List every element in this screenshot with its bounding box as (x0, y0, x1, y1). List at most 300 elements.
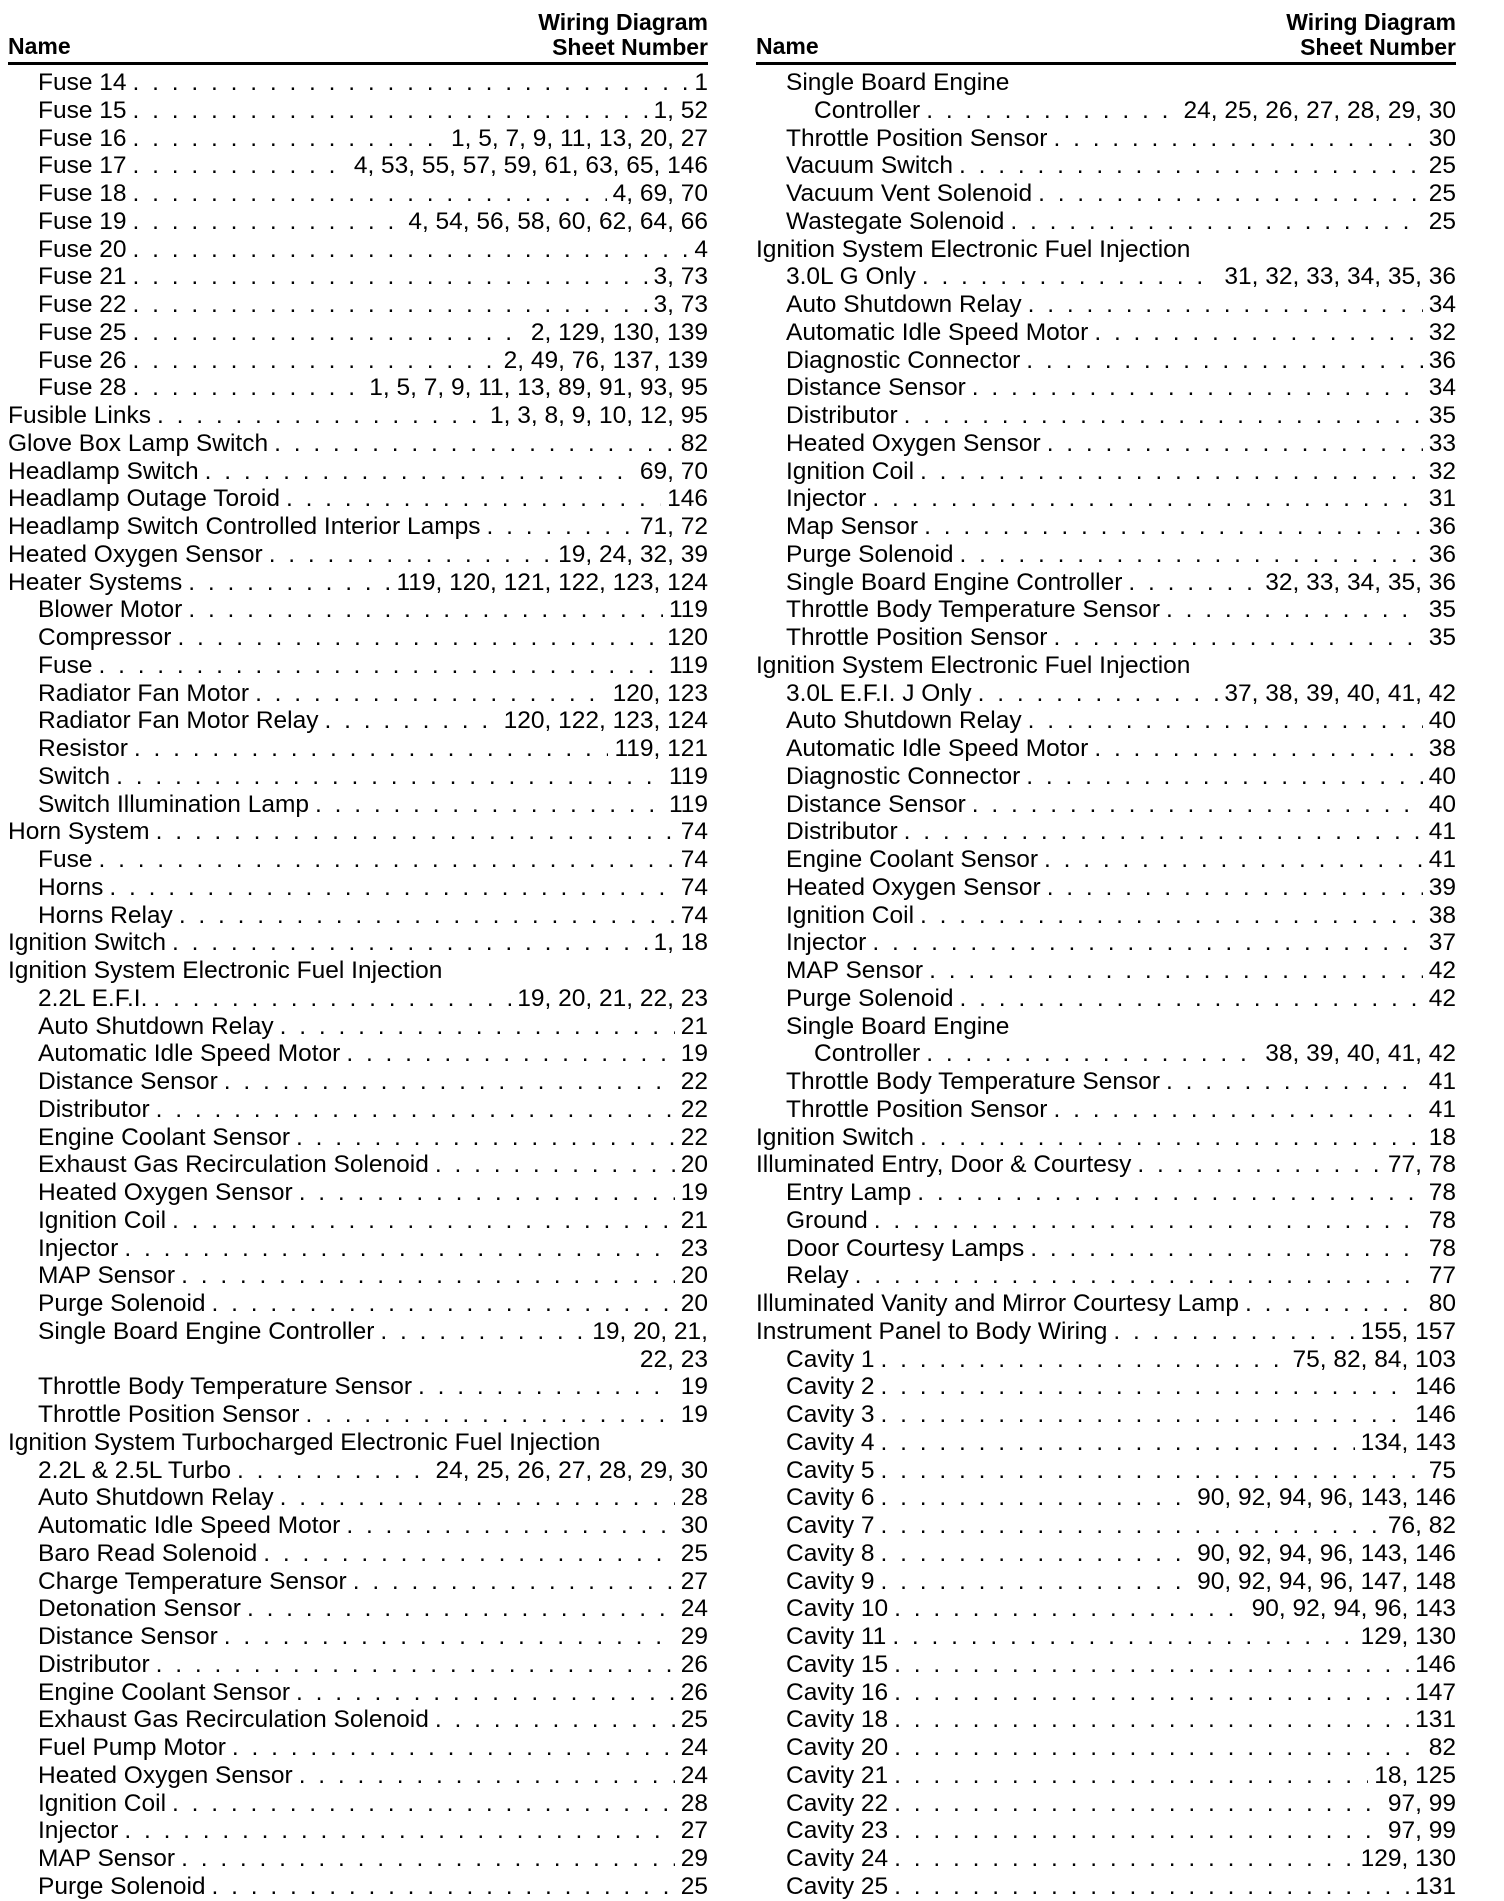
dot-leader (133, 180, 607, 208)
sheet-numbers: 27 (680, 1817, 708, 1845)
index-entry (8, 957, 708, 985)
sheet-numbers: 28 (680, 1484, 708, 1512)
sheet-numbers: 40 (1428, 707, 1456, 735)
entry-name: Throttle Body Temperature Sensor (786, 1068, 1161, 1095)
right-column (756, 0, 1456, 1901)
dot-leader (133, 347, 498, 375)
column-header (8, 0, 708, 65)
entry-name: Resistor (38, 735, 128, 762)
entry-name: Throttle Position Sensor (786, 1095, 1048, 1123)
sheet-numbers: 76, 82 (1387, 1512, 1456, 1539)
sheet-numbers: 32 (1428, 318, 1456, 346)
dot-leader (487, 513, 634, 541)
sheet-numbers: 22 (680, 1123, 708, 1151)
sheet-heading-line1: Wiring Diagram (1286, 9, 1456, 35)
index-entry (756, 485, 1456, 513)
sheet-numbers: 28 (680, 1789, 708, 1817)
entry-name: Fuse (38, 846, 93, 873)
sheet-numbers: 97, 99 (1387, 1817, 1456, 1845)
dot-leader (894, 1845, 1354, 1873)
dot-leader (98, 846, 674, 874)
dot-leader (1044, 846, 1423, 874)
index-entry (756, 152, 1456, 180)
entry-name: Headlamp Switch Controlled Interior Lamps (8, 513, 481, 540)
index-entry (8, 1235, 708, 1263)
dot-leader (1030, 1235, 1422, 1263)
entry-name: Throttle Position Sensor (38, 1401, 300, 1428)
entry-name: Heated Oxygen Sensor (786, 429, 1041, 457)
sheet-numbers: 24 (680, 1595, 708, 1623)
index-entry (8, 180, 708, 208)
entry-name: Distributor (786, 402, 898, 429)
dot-leader (212, 1290, 675, 1318)
sheet-numbers: 26 (680, 1650, 708, 1678)
index-entry (756, 652, 1456, 680)
dot-leader (894, 1734, 1423, 1762)
dot-leader (133, 236, 689, 264)
index-entry (8, 1207, 708, 1235)
sheet-numbers: 1, 52 (653, 96, 708, 124)
sheet-numbers: 22 (680, 1068, 708, 1095)
sheet-numbers: 20 (680, 1151, 708, 1179)
entry-name: Cavity 24 (786, 1845, 889, 1872)
index-entry (8, 1290, 708, 1318)
dot-leader (972, 374, 1423, 402)
index-entry (756, 1595, 1456, 1623)
entry-name: Fuse 16 (38, 124, 127, 152)
sheet-numbers: 20 (680, 1290, 708, 1317)
dot-leader (116, 763, 663, 791)
sheet-numbers: 69, 70 (639, 457, 708, 485)
sheet-numbers: 39 (1428, 873, 1456, 901)
dot-leader (1113, 1318, 1354, 1346)
sheet-numbers: 19 (680, 1179, 708, 1206)
entry-name: Cavity 5 (786, 1456, 875, 1484)
dot-leader (133, 319, 525, 347)
index-entry (756, 541, 1456, 569)
dot-leader (172, 1207, 675, 1235)
sheet-numbers: 129, 130 (1360, 1623, 1456, 1650)
dot-leader (920, 458, 1423, 486)
index-entry (8, 1623, 708, 1651)
index-entry (756, 1484, 1456, 1512)
dot-leader (960, 985, 1423, 1013)
sheet-numbers: 4, 53, 55, 57, 59, 61, 63, 65, 146 (353, 152, 708, 180)
index-entry (8, 1845, 708, 1873)
index-entry (756, 791, 1456, 819)
index-entry (8, 1040, 708, 1068)
index-entry (8, 263, 708, 291)
entry-name: Ignition System Electronic Fuel Injection (8, 957, 443, 984)
index-entry (756, 1346, 1456, 1374)
index-entry (8, 347, 708, 375)
index-entry (756, 97, 1456, 125)
dot-leader (212, 1873, 675, 1901)
entry-name: Detonation Sensor (38, 1595, 241, 1623)
index-entry (8, 1346, 708, 1374)
entry-name: Fuse 21 (38, 263, 127, 291)
index-entry (8, 680, 708, 708)
sheet-numbers: 78 (1428, 1234, 1456, 1262)
entry-name: MAP Sensor (38, 1262, 176, 1290)
name-heading: Name (8, 33, 71, 59)
dot-leader (894, 1817, 1382, 1845)
sheet-numbers: 42 (1428, 984, 1456, 1012)
sheet-numbers: 1, 5, 7, 9, 11, 13, 89, 91, 93, 95 (369, 374, 708, 402)
index-entry (8, 1262, 708, 1290)
entry-name: Engine Coolant Sensor (38, 1123, 290, 1151)
index-entry (756, 1817, 1456, 1845)
entry-name: Throttle Position Sensor (786, 124, 1048, 152)
dot-leader (133, 97, 648, 125)
dot-leader (205, 458, 634, 486)
sheet-numbers: 18 (1428, 1123, 1456, 1151)
name-heading: Name (756, 33, 819, 59)
index-entry (756, 1623, 1456, 1651)
sheet-numbers: 119 (668, 762, 708, 790)
dot-leader (181, 1262, 675, 1290)
dot-leader (1026, 763, 1423, 791)
entry-name: Cavity 9 (786, 1567, 875, 1595)
dot-leader (255, 680, 607, 708)
entry-name: Single Board Engine (786, 69, 1010, 96)
index-entry (756, 69, 1456, 97)
sheet-numbers: 1 (694, 69, 708, 96)
sheet-numbers: 36 (1428, 346, 1456, 374)
entry-name: Fusible Links (8, 402, 151, 429)
dot-leader (978, 680, 1219, 708)
entry-name: Purge Solenoid (38, 1872, 206, 1900)
index-entry (756, 291, 1456, 319)
dot-leader (124, 1235, 674, 1263)
entry-name: Cavity 21 (786, 1761, 889, 1789)
sheet-numbers: 30 (680, 1512, 708, 1539)
sheet-numbers: 24, 25, 26, 27, 28, 29, 30 (1183, 96, 1456, 124)
entry-name: Injector (786, 929, 867, 957)
dot-leader (179, 902, 675, 930)
dot-leader (156, 1651, 675, 1679)
sheet-numbers: 82 (680, 429, 708, 457)
index-entry (756, 263, 1456, 291)
sheet-numbers: 78 (1428, 1179, 1456, 1206)
sheet-numbers: 41 (1428, 846, 1456, 873)
dot-leader (926, 1040, 1259, 1068)
entry-name: Ignition Coil (38, 1206, 167, 1234)
sheet-numbers: 3, 73 (653, 263, 708, 291)
dot-leader (188, 596, 663, 624)
dot-leader (924, 513, 1423, 541)
dot-leader (305, 1401, 674, 1429)
sheet-numbers: 97, 99 (1387, 1789, 1456, 1817)
entry-name: MAP Sensor (786, 957, 924, 984)
index-entry (756, 1290, 1456, 1318)
sheet-numbers: 120, 123 (612, 679, 708, 707)
entry-name: Instrument Panel to Body Wiring (756, 1317, 1108, 1345)
dot-leader (894, 1762, 1368, 1790)
index-entry (756, 1790, 1456, 1818)
entry-name: Fuse (38, 651, 93, 679)
entry-name: Throttle Body Temperature Sensor (786, 596, 1161, 624)
entry-name: Distance Sensor (38, 1623, 218, 1650)
dot-leader (177, 624, 661, 652)
entry-name: Illuminated Entry, Door & Courtesy (756, 1151, 1132, 1179)
entry-name: Ignition Coil (786, 457, 915, 485)
index-entry (756, 430, 1456, 458)
sheet-numbers: 74 (680, 873, 708, 901)
entry-name: Horns (38, 873, 104, 901)
index-entry (8, 818, 708, 846)
sheet-numbers: 74 (680, 901, 708, 929)
entry-name: Distributor (38, 1650, 150, 1678)
index-entry (8, 1124, 708, 1152)
entry-name: Fuse 18 (38, 180, 127, 207)
index-entry (756, 846, 1456, 874)
dot-leader (960, 541, 1423, 569)
index-entry (756, 1013, 1456, 1041)
dot-leader (929, 957, 1423, 985)
sheet-numbers: 74 (680, 846, 708, 873)
entry-name: Cavity 4 (786, 1428, 875, 1456)
entry-name: Injector (38, 1234, 119, 1262)
index-entry (8, 763, 708, 791)
index-entry (8, 541, 708, 569)
dot-leader (959, 152, 1423, 180)
sheet-numbers: 1, 18 (653, 929, 708, 957)
sheet-numbers: 119 (668, 651, 708, 679)
sheet-numbers: 4, 54, 56, 58, 60, 62, 64, 66 (408, 207, 708, 235)
entry-name: Cavity 2 (786, 1373, 875, 1401)
entry-name: Headlamp Switch (8, 457, 199, 485)
index-entry (8, 1457, 708, 1485)
sheet-numbers: 24 (680, 1761, 708, 1789)
entry-name: Cavity 10 (786, 1595, 889, 1623)
index-entry (8, 1429, 708, 1457)
entry-name: Horns Relay (38, 901, 173, 929)
dot-leader (1094, 735, 1422, 763)
dot-leader (1094, 319, 1422, 347)
index-entry (8, 1651, 708, 1679)
dot-leader (1047, 430, 1423, 458)
index-entry (756, 1873, 1456, 1901)
sheet-numbers: 31 (1428, 485, 1456, 513)
sheet-numbers: 25 (1428, 180, 1456, 207)
dot-leader (1245, 1290, 1423, 1318)
index-entry (8, 69, 708, 97)
sheet-heading-line1: Wiring Diagram (538, 9, 708, 35)
index-entry (8, 596, 708, 624)
index-entry (756, 374, 1456, 402)
dot-leader (1038, 180, 1423, 208)
index-entry (756, 1151, 1456, 1179)
entry-name: Exhaust Gas Recirculation Solenoid (38, 1151, 429, 1179)
entry-name: 3.0L E.F.I. J Only (786, 679, 972, 707)
index-entry (8, 1873, 708, 1901)
sheet-numbers: 129, 130 (1360, 1845, 1456, 1872)
index-entry (8, 874, 708, 902)
entry-name: Fuse 15 (38, 96, 127, 124)
entry-name: Purge Solenoid (786, 540, 954, 568)
entry-name: Automatic Idle Speed Motor (38, 1040, 341, 1068)
entry-name: Diagnostic Connector (786, 762, 1021, 790)
dot-leader (269, 541, 552, 569)
dot-leader (881, 1568, 1192, 1596)
index-entry (756, 1207, 1456, 1235)
index-entry (8, 1734, 708, 1762)
index-entry (756, 1706, 1456, 1734)
dot-leader (894, 1706, 1409, 1734)
index-entry (8, 791, 708, 819)
sheet-numbers: 19, 20, 21, 22, 23 (517, 984, 708, 1012)
dot-leader (172, 1790, 675, 1818)
index-entry (756, 902, 1456, 930)
dot-leader (156, 1096, 675, 1124)
dot-leader (894, 1679, 1409, 1707)
index-entry (8, 208, 708, 236)
sheet-numbers: 18, 125 (1374, 1761, 1456, 1789)
entry-name: Fuse 19 (38, 207, 127, 235)
entry-name: Throttle Position Sensor (786, 624, 1048, 651)
entry-name: Radiator Fan Motor (38, 679, 250, 707)
index-entries (756, 69, 1456, 1901)
dot-leader (133, 69, 689, 97)
index-entry (8, 1679, 708, 1707)
index-entry (756, 985, 1456, 1013)
entry-name: Vacuum Switch (786, 152, 954, 180)
entry-name: Fuel Pump Motor (38, 1734, 226, 1761)
dot-leader (920, 1124, 1423, 1152)
sheet-numbers: 2, 49, 76, 137, 139 (503, 346, 708, 374)
sheet-numbers: 38, 39, 40, 41, 42 (1265, 1040, 1456, 1068)
index-entry (756, 874, 1456, 902)
dot-leader (325, 707, 498, 735)
dot-leader (353, 1568, 675, 1596)
entry-name: Ignition Switch (8, 929, 166, 957)
entry-name: Controller (814, 1040, 921, 1068)
sheet-numbers: 3, 73 (653, 291, 708, 318)
dot-leader (1053, 624, 1422, 652)
index-entry (8, 152, 708, 180)
index-entry (8, 902, 708, 930)
column-header (756, 0, 1456, 65)
entry-name: Ignition Coil (38, 1789, 167, 1817)
dot-leader (894, 1595, 1246, 1623)
sheet-numbers: 38 (1428, 735, 1456, 762)
index-entry (756, 707, 1456, 735)
index-entry (8, 1373, 708, 1401)
dot-leader (881, 1512, 1382, 1540)
dot-leader (435, 1151, 675, 1179)
dot-leader (435, 1706, 675, 1734)
index-entry (756, 1262, 1456, 1290)
entry-name: Cavity 3 (786, 1401, 875, 1428)
sheet-numbers: 131 (1415, 1706, 1456, 1734)
dot-leader (124, 1817, 674, 1845)
index-entry (8, 1484, 708, 1512)
entry-name: Fuse 14 (38, 69, 127, 96)
entry-name: Headlamp Outage Toroid (8, 485, 280, 513)
sheet-numbers: 25 (1428, 207, 1456, 235)
entry-name: 3.0L G Only (786, 263, 916, 291)
index-entry (756, 1401, 1456, 1429)
entry-name: Automatic Idle Speed Motor (786, 735, 1089, 762)
dot-leader (892, 1623, 1354, 1651)
dot-leader (418, 1373, 675, 1401)
entry-name: Auto Shutdown Relay (786, 707, 1022, 735)
sheet-numbers: 30 (1428, 124, 1456, 152)
entry-name: MAP Sensor (38, 1845, 176, 1872)
dot-leader (346, 1040, 674, 1068)
entry-name: Ignition System Electronic Fuel Injection (756, 651, 1191, 679)
sheet-numbers: 41 (1428, 1095, 1456, 1123)
index-entry (8, 402, 708, 430)
sheet-numbers: 41 (1428, 818, 1456, 846)
index-entry (756, 1734, 1456, 1762)
sheet-numbers: 41 (1428, 1068, 1456, 1095)
index-entry (756, 818, 1456, 846)
dot-leader (920, 902, 1423, 930)
sheet-numbers: 36 (1428, 513, 1456, 540)
dot-leader (881, 1457, 1423, 1485)
sheet-numbers: 77, 78 (1387, 1151, 1456, 1179)
sheet-numbers: 19, 24, 32, 39 (558, 540, 708, 568)
sheet-numbers: 34 (1428, 291, 1456, 318)
dot-leader (133, 125, 445, 153)
index-entry (756, 125, 1456, 153)
index-entry (8, 513, 708, 541)
entry-name: Cavity 1 (786, 1345, 875, 1373)
sheet-numbers: 90, 92, 94, 96, 143, 146 (1197, 1484, 1456, 1512)
index-entry (8, 1096, 708, 1124)
sheet-numbers: 40 (1428, 790, 1456, 818)
entry-name: Cavity 11 (786, 1623, 887, 1650)
index-entry (756, 957, 1456, 985)
sheet-numbers: 1, 5, 7, 9, 11, 13, 20, 27 (451, 124, 708, 152)
sheet-numbers: 78 (1428, 1206, 1456, 1234)
index-entry (756, 929, 1456, 957)
entry-name: Switch (38, 762, 111, 790)
entry-name: Heated Oxygen Sensor (786, 873, 1041, 901)
entry-name: Distance Sensor (786, 790, 966, 818)
index-entry (756, 1457, 1456, 1485)
dot-leader (299, 1762, 675, 1790)
dot-leader (1166, 596, 1423, 624)
sheet-number-heading (1286, 10, 1456, 60)
left-column (8, 0, 708, 1901)
entry-name: Engine Coolant Sensor (786, 846, 1038, 873)
sheet-numbers: 29 (680, 1845, 708, 1872)
entry-name: Compressor (38, 624, 172, 651)
entry-name: Wastegate Solenoid (786, 207, 1005, 235)
entry-name: Ignition Switch (756, 1123, 914, 1151)
dot-leader (133, 374, 364, 402)
sheet-numbers: 38 (1428, 901, 1456, 929)
dot-leader (855, 1262, 1423, 1290)
entry-name: Controller (814, 96, 921, 124)
sheet-numbers: 23 (680, 1234, 708, 1262)
entry-name: Heated Oxygen Sensor (8, 540, 263, 568)
sheet-numbers: 27 (680, 1567, 708, 1595)
index-entry (756, 763, 1456, 791)
dot-leader (134, 735, 609, 763)
index-entry (756, 1068, 1456, 1096)
index-entry (8, 1512, 708, 1540)
sheet-numbers: 19 (680, 1401, 708, 1428)
dot-leader (133, 263, 648, 291)
entry-name: Fuse 20 (38, 235, 127, 263)
index-entry (756, 1429, 1456, 1457)
entry-name: Heated Oxygen Sensor (38, 1179, 293, 1206)
sheet-numbers: 90, 92, 94, 96, 143 (1251, 1595, 1456, 1623)
